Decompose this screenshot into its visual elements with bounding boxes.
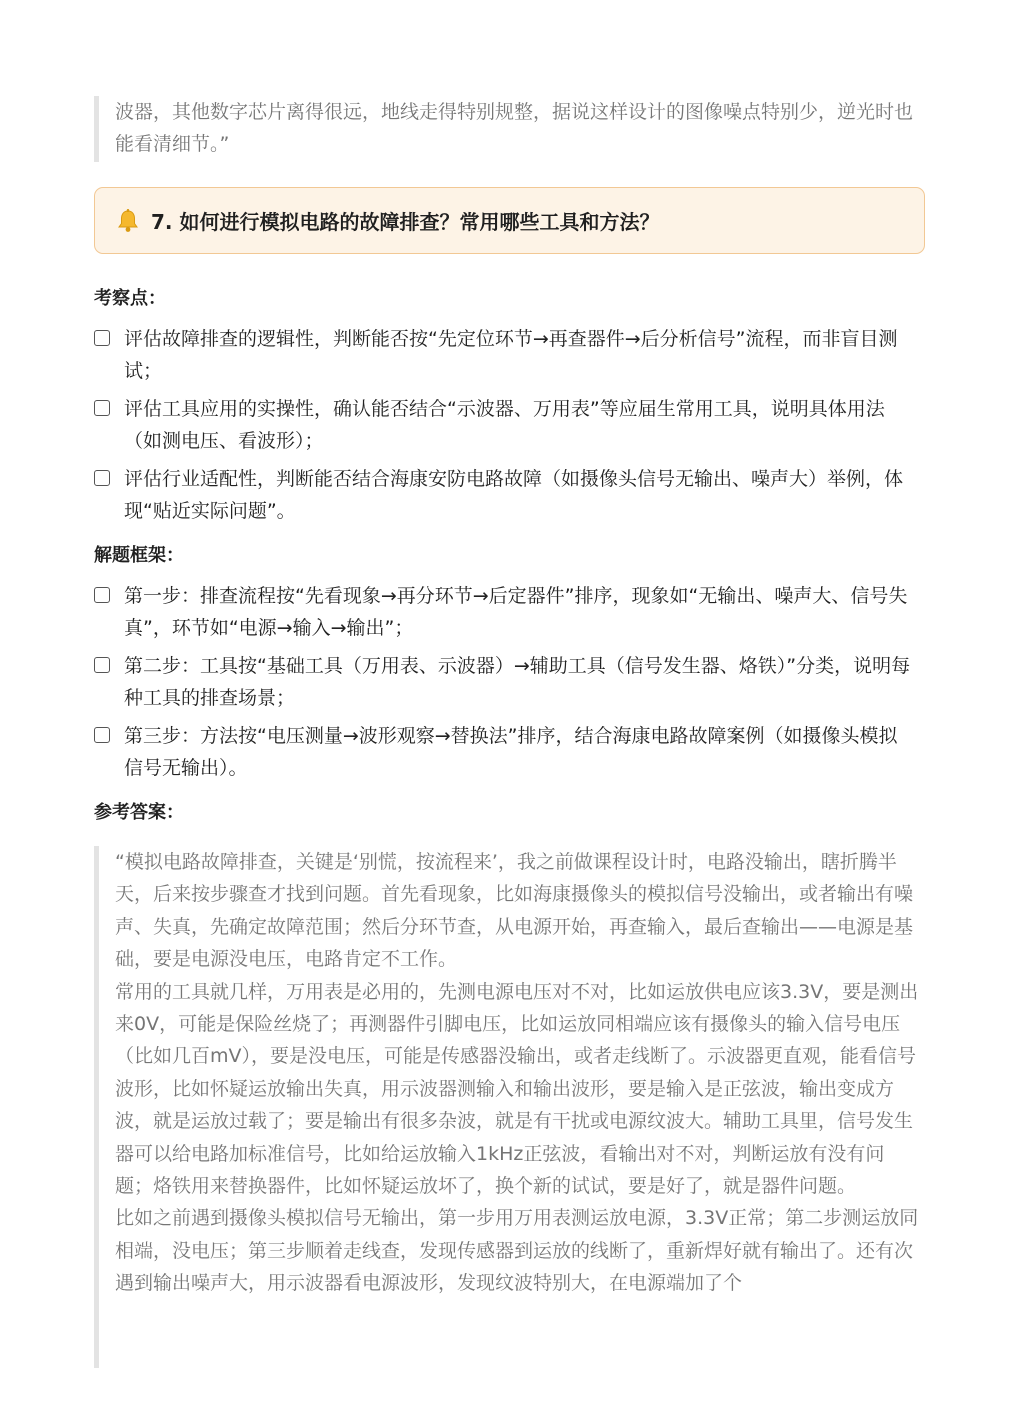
framework-item xyxy=(94,580,914,644)
assessment-item-text: 评估故障排查的逻辑性，判断能否按“先定位环节→再查器件→后分析信号”流程，而非盲目测试； xyxy=(124,328,898,382)
assessment-item-text: 评估工具应用的实操性，确认能否结合“示波器、万用表”等应届生常用工具，说明具体用法（如测电压、看波形）； xyxy=(124,398,885,452)
framework-item-text: 第一步：排查流程按“先看现象→再分环节→后定器件”排序，现象如“无输出、噪声大、信号失真”，环节如“电源→输入→输出”； xyxy=(124,585,908,639)
answer-quote xyxy=(94,846,919,1368)
framework-list xyxy=(94,580,914,790)
assessment-item-text: 评估行业适配性，判断能否结合海康安防电路故障（如摄像头信号无输出、噪声大）举例，体现“贴近实际问题”。 xyxy=(124,468,904,522)
framework-item-text: 第三步：方法按“电压测量→波形观察→替换法”排序，结合海康电路故障案例（如摄像头模拟信号无输出）。 xyxy=(124,725,898,779)
assessment-item xyxy=(94,463,914,527)
answer-heading: 参考答案： xyxy=(94,802,184,823)
checkbox[interactable] xyxy=(94,727,110,743)
checkbox[interactable] xyxy=(94,400,110,416)
framework-item xyxy=(94,720,914,784)
quote-text: 波器，其他数字芯片离得很远，地线走得特别规整，据说这样设计的图像噪点特别少，逆光时也能看清细节。” xyxy=(115,101,914,156)
assessment-item xyxy=(94,393,914,457)
assessment-item xyxy=(94,323,914,387)
checkbox[interactable] xyxy=(94,470,110,486)
checkbox[interactable] xyxy=(94,587,110,603)
answer-paragraph: “模拟电路故障排查，关键是‘别慌，按流程来’，我之前做课程设计时，电路没输出，瞎折腾半天，后来按步骤查才找到问题。首先看现象，比如海康摄像头的模拟信号没输出，或者输出有噪声、失真，先确定故障范围；然后分环节查，从电源开始，再查输入，最后查输出——电源是基础，要是电源没电压，电路肯定不工作。 xyxy=(115,851,914,971)
checkbox[interactable] xyxy=(94,657,110,673)
question-title: 7. 如何进行模拟电路的故障排查？常用哪些工具和方法？ xyxy=(151,210,660,234)
assessment-list xyxy=(94,323,914,533)
checkbox[interactable] xyxy=(94,330,110,346)
framework-item xyxy=(94,650,914,714)
answer-paragraph: 比如之前遇到摄像头模拟信号无输出，第一步用万用表测运放电源，3.3V正常；第二步测运放同相端，没电压；第三步顺着走线查，发现传感器到运放的线断了，重新焊好就有输出了。还有次遇到输出噪声大，用示波器看电源波形，发现纹波特别大，在电源端加了个 xyxy=(115,1207,919,1295)
assessment-heading: 考察点： xyxy=(94,288,166,309)
previous-answer-quote xyxy=(94,96,919,162)
bell-icon xyxy=(115,208,141,234)
question-callout xyxy=(94,187,925,254)
framework-heading: 解题框架： xyxy=(94,545,184,566)
framework-item-text: 第二步：工具按“基础工具（万用表、示波器）→辅助工具（信号发生器、烙铁）”分类，说明每种工具的排查场景； xyxy=(124,655,911,709)
answer-paragraph: 常用的工具就几样，万用表是必用的，先测电源电压对不对，比如运放供电应该3.3V，要是测出来0V，可能是保险丝烧了；再测器件引脚电压，比如运放同相端应该有摄像头的输入信号电压（比如几百mV），要是没电压，可能是传感器没输出，或者走线断了。示波器更直观，能看信号波形，比如怀疑运放输出失真，用示波器测输入和输出波形，要是输入是正弦波，输出变成方波，就是运放过载了；要是输出有很多杂波，就是有干扰或电源纹波大。辅助工具里，信号发生器可以给电路加标准信号，比如给运放输入1kHz正弦波，看输出对不对，判断运放有没有问题；烙铁用来替换器件，比如怀疑运放坏了，换个新的试试，要是好了，就是器件问题。 xyxy=(115,980,919,1198)
